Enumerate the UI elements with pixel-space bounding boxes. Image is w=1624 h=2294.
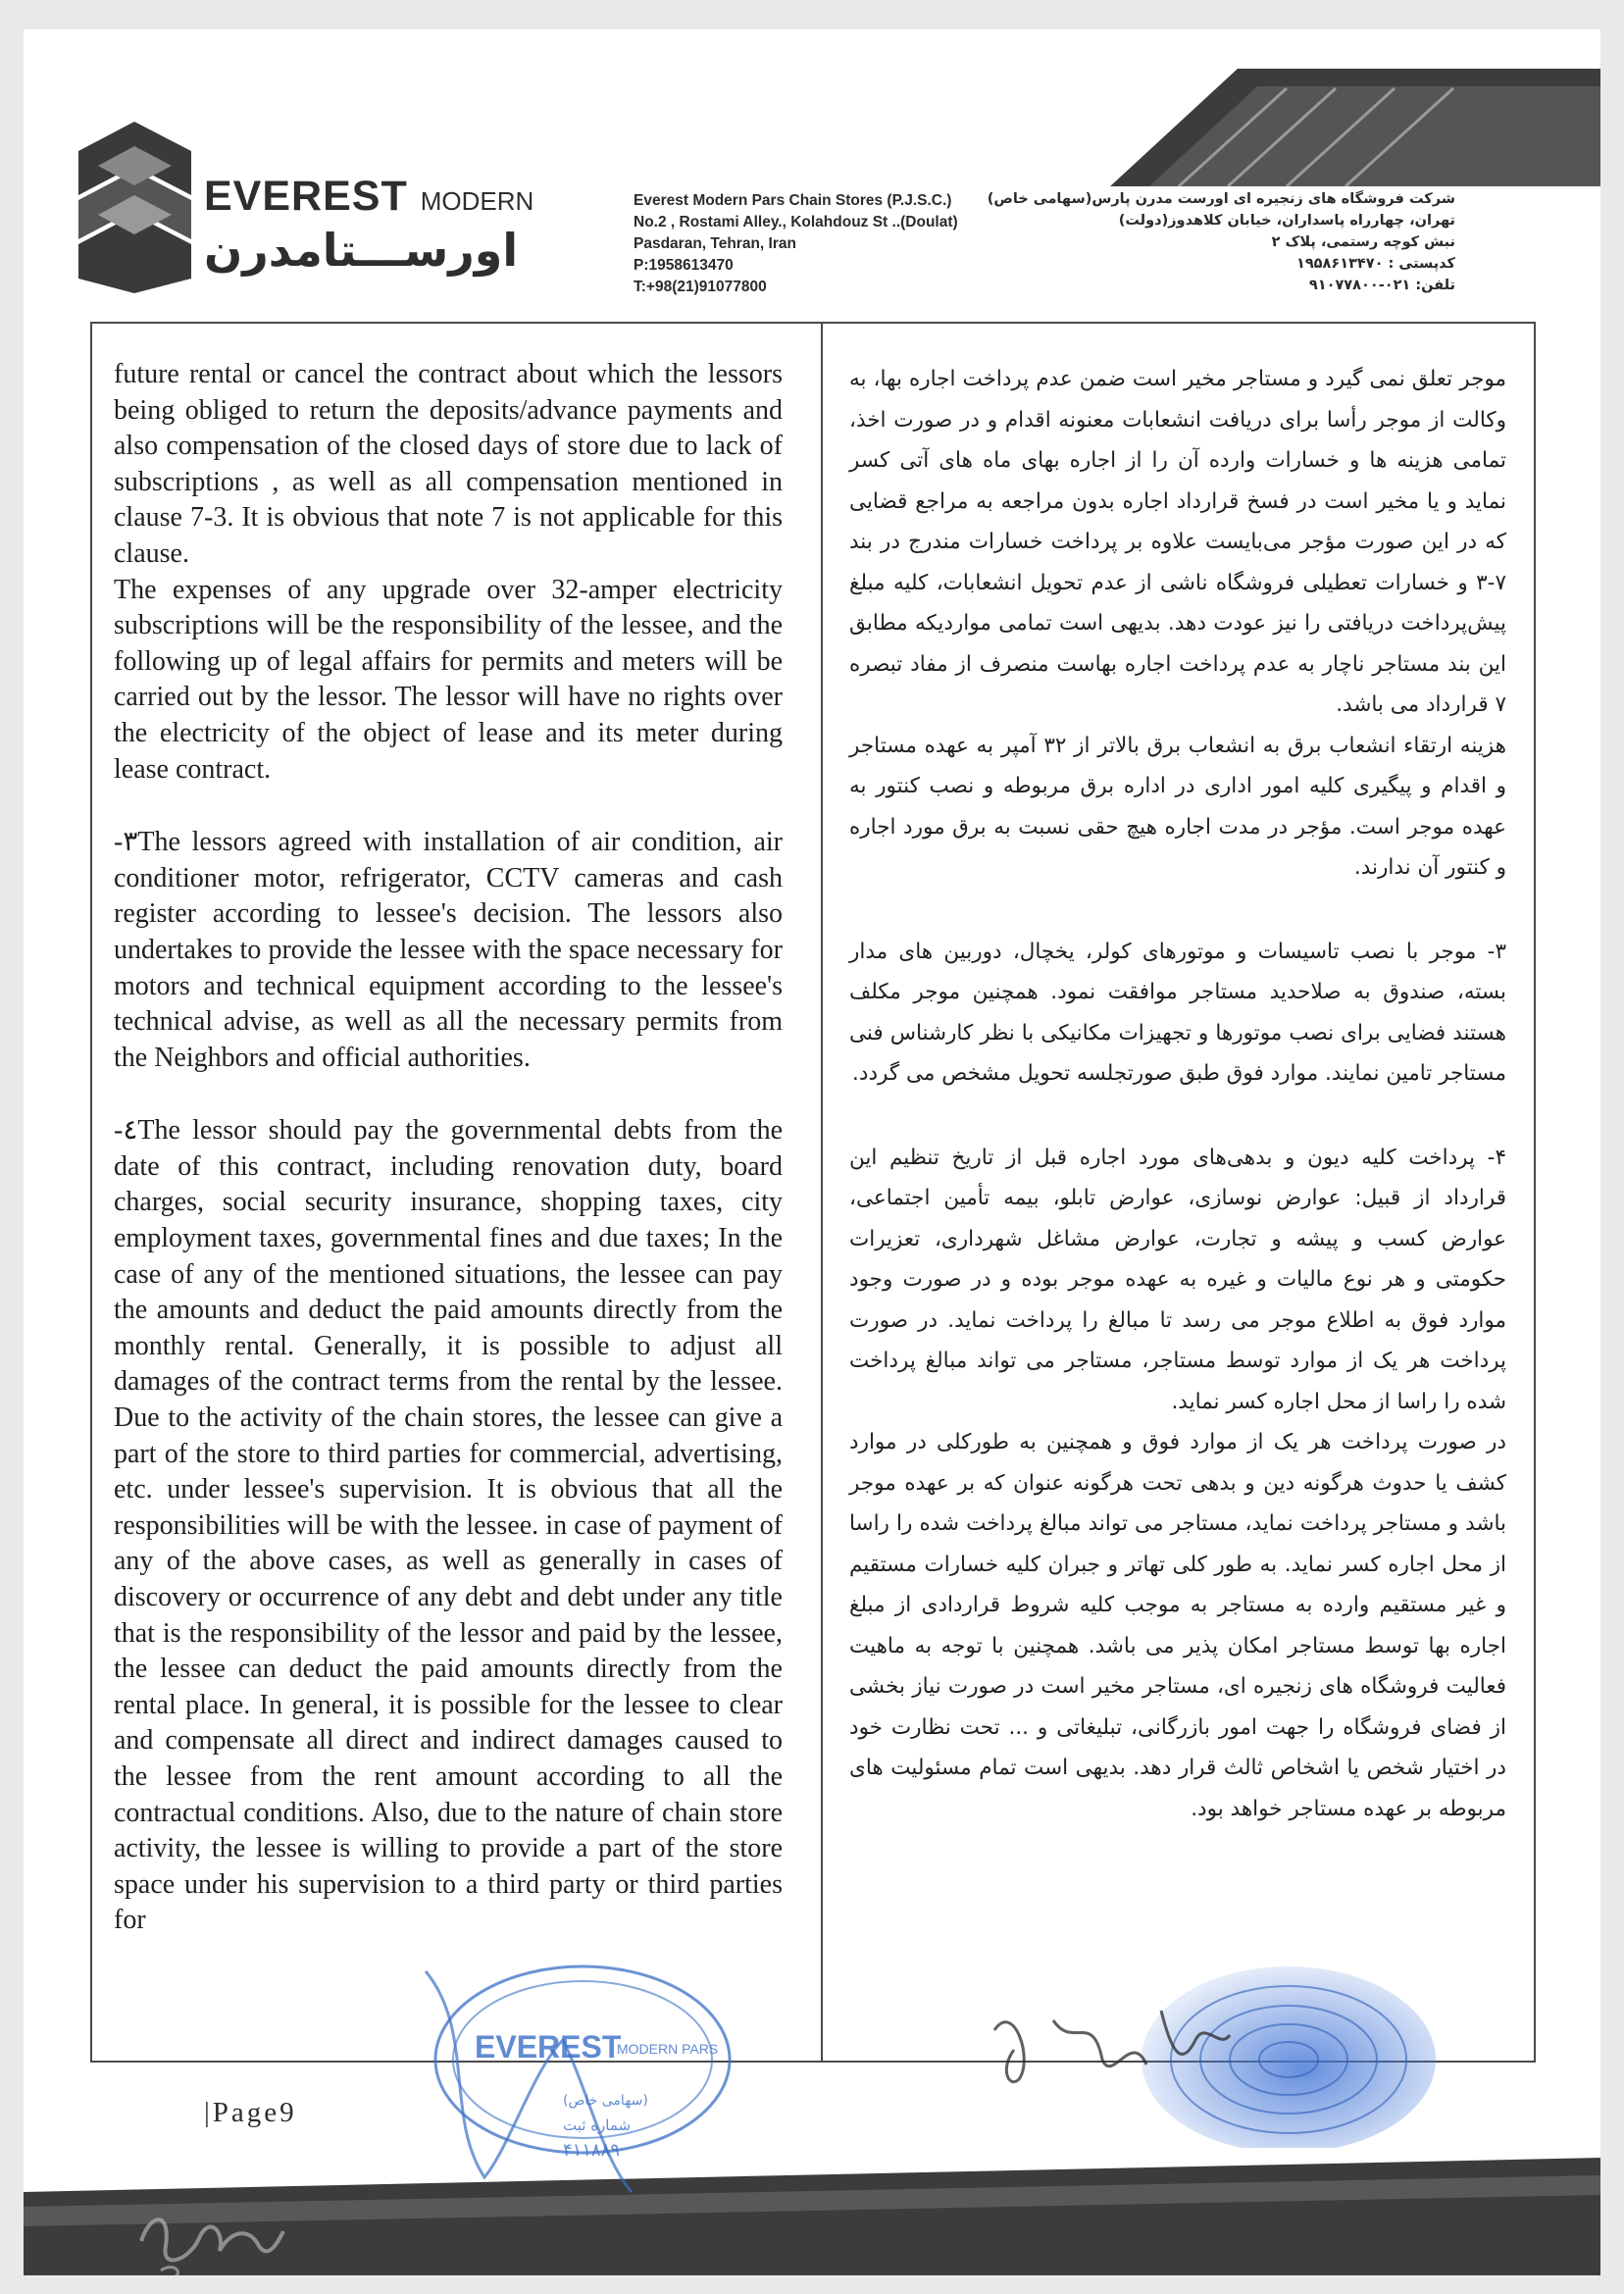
company-address-english: [634, 190, 1045, 298]
page-number: |Page9: [204, 2097, 297, 2128]
persian-paragraph: در صورت پرداخت هر یک از موارد فوق و همچنین به طورکلی در موارد کشف یا حدوث هرگونه دین و بدهی تحت هرگونه عنوان که بر عهده موجر باشد و مستاجر پرداخت نماید، مستاجر می تواند مبالغ پرداخت شده را راسا از محل اجاره کسر نماید. به طور کلی تهاتر و جبران کلیه خسارات مستقیم و غیر مستقیم وارده به مستاجر به موجب کلیه شروط قراردادی از مبلغ اجاره بها توسط مستاجر امکان پذیر می باشد. همچنین با توجه به ماهیت فعالیت فروشگاه های زنجیره ای، مستاجر مخیر است در صورت نیاز بخشی از فضای فروشگاه را جهت امور بازرگانی، تبلیغاتی و ... تحت نظارت خود در اختیار شخص یا اشخاص ثالث قرار دهد. بدیهی است تمام مسئولیت های مربوطه بر عهده مستاجر خواهد بود.: [849, 1430, 1506, 1821]
address-line: شرکت فروشگاه های زنجیره ای اورست مدرن پارس(سهامی خاص): [987, 191, 1455, 207]
english-paragraph: -٤The lessor should pay the governmental debts from the date of this contract, including renovation duty, board charges, social security insurance, shopping taxes, city employment taxes, governmental fines and due taxes; In the case of any of the mentioned situations, the lessee can pay the amounts and deduct the paid amounts directly from the monthly rental. Generally, it is possible to adjust all damages of the contract terms from the rental by the lessee. Due to the activity of the chain stores, the lessee can give a part of the store to third parties for commercial, advertising, etc. under lessee's supervision. It is obvious that all the responsibilities will be with the lessee. in case of payment of any of the above cases, as well as generally in cases of discovery or occurrence of any debt and debt under any title that is the responsibility of the lessor and paid by the lessee, the lessee can deduct the paid amounts directly from the rental place. In general, it is possible for the lessee to clear and compensate all direct and indirect damages caused to the lessee from the rent amount according to all the contractual conditions. Also, due to the nature of chain store activity, the lessee is willing to provide a part of the store space under his supervision to a third party or third parties for: [114, 1115, 783, 1936]
stamp-brand: EVEREST: [475, 2029, 622, 2065]
address-line: تلفن: ۰۲۱-۹۱۰۷۷۸۰۰: [1308, 278, 1455, 293]
company-address-persian: [987, 188, 1455, 296]
address-line: کدپستی : ۱۹۵۸۶۱۳۴۷۰: [1295, 256, 1455, 272]
address-line: P:1958613470: [634, 257, 734, 274]
header-decorative-band: [855, 69, 1600, 186]
english-paragraph: The expenses of any upgrade over 32-amper electricity subscriptions will be the responsibility of the lessee, and the following up of legal affairs for permits and meters will be carried out by the lessor. The lessor will have no rights over the electricity of the object of lease and its meter during lease contract.: [114, 574, 783, 785]
logo-wordmark: [204, 173, 533, 221]
everest-logo-icon: [78, 122, 191, 293]
address-line: No.2 , Rostami Alley., Kolahdouz St ..(Doulat): [634, 214, 958, 230]
company-stamp: [416, 1952, 749, 2197]
handwritten-legal-mark: [131, 2192, 288, 2275]
stamp-reg-label: شماره ثبت: [563, 2116, 632, 2134]
stamp-type: (سهامی خاص): [563, 2093, 648, 2109]
persian-paragraph: ۴- پرداخت کلیه دیون و بدهی‌های مورد اجاره قبل از تاریخ تنظیم این قرارداد از قبیل: عوارض نوسازی، عوارض تابلو، بیمه تأمین اجتماعی، عوارض کسب و پیشه و تجارت، عوارض مشاغل شهرداری، تعزیرات حکومتی و هر نوع مالیات و غیره به عهده موجر بوده و در صورت وجود موارد فوق به اطلاع موجر می رسد تا مبالغ را پرداخت نماید. در صورت پرداخت هر یک از موارد توسط مستاجر، مستاجر می تواند مبالغ پرداخت شده را راسا از محل اجاره کسر نماید.: [849, 1145, 1506, 1414]
logo-brand: EVEREST: [204, 173, 408, 220]
handwritten-signature: [985, 1991, 1240, 2109]
persian-paragraph: موجر تعلق نمی گیرد و مستاجر مخیر است ضمن عدم پرداخت اجاره بها، به وکالت از موجر رأسا برای دریافت انشعابات معنونه اقدام و در صورت اخذ، تمامی هزینه ها و خسارات وارده آن را از اجاره بهای ماه های آتی کسر نماید و یا مخیر است در فسخ قرارداد اجاره بدون مراجعه به مراجع قضایی که در این صورت مؤجر می‌بایست علاوه بر پرداخت خسارات مندرج در بند ۷-۳ و خسارات تعطیلی فروشگاه ناشی از عدم تحویل انشعابات، کلیه مبلغ پیش‌پرداخت دریافتی را نیز عودت دهد. بدیهی است تمامی مواردیکه مطابق این بند مستاجر ناچار به عدم پرداخت اجاره بهاست منصرف از مفاد تبصره ۷ قرارداد می باشد.: [849, 367, 1506, 717]
column-divider: [821, 324, 823, 2061]
address-line: نبش کوچه رستمی، پلاک ۲: [1271, 234, 1455, 250]
logo-wordmark-persian: اورســـتامدرن: [204, 224, 519, 277]
contract-body-frame: [90, 322, 1536, 2063]
address-line: T:+98(21)91077800: [634, 279, 767, 295]
english-paragraph: -٣The lessors agreed with installation of air condition, air conditioner motor, refrigerator, CCTV cameras and cash register according to lessee's decision. The lessors also undertakes to provide the lessee with the space necessary for motors and technical equipment according to the lessee's technical advise, as well as all the necessary permits from the Neighbors and official authorities.: [114, 827, 783, 1073]
address-line: Pasdaran, Tehran, Iran: [634, 235, 796, 252]
document-page: [24, 29, 1600, 2275]
address-line: Everest Modern Pars Chain Stores (P.J.S.C.): [634, 192, 952, 209]
persian-paragraph: هزینه ارتقاء انشعاب برق به انشعاب برق بالاتر از ۳۲ آمپر به عهده مستاجر و اقدام و پیگیری کلیه امور اداری در اداره برق مربوطه و نصب کنتور به عهده موجر است. مؤجر در مدت اجاره هیچ حقی نسبت به برق مورد اجاره و کنتور آن ندارند.: [849, 733, 1507, 880]
persian-paragraph: ۳- موجر با نصب تاسیسات و موتورهای کولر، یخچال، دوربین های مدار بسته، صندوق به صلاحدید مستاجر موافقت نمود. همچنین موجر مکلف هستند فضایی برای نصب موتورها و تجهیزات مکانیکی با نظر کارشناس فنی مستاجر تامین نمایند. موارد فوق طبق صورتجلسه تحویل مشخص می گردد.: [849, 939, 1506, 1086]
address-line: تهران، چهارراه پاسداران، خیابان کلاهدوز(دولت): [1118, 213, 1455, 229]
stamp-reg-number: ۴۱۱۸۸۹: [563, 2140, 621, 2161]
english-paragraph: future rental or cancel the contract about which the lessors being obliged to return the deposits/advance payments and also compensation of the closed days of store due to lack of subscriptions , as well as all compensation mentioned in clause 7-3. It is obvious that note 7 is not applicable for this clause.: [114, 359, 783, 569]
english-column: [114, 357, 783, 1939]
persian-column: [849, 359, 1506, 1829]
logo-brand-sub: MODERN: [420, 186, 534, 216]
stamp-brand-sub: MODERN PARS: [617, 2041, 719, 2057]
